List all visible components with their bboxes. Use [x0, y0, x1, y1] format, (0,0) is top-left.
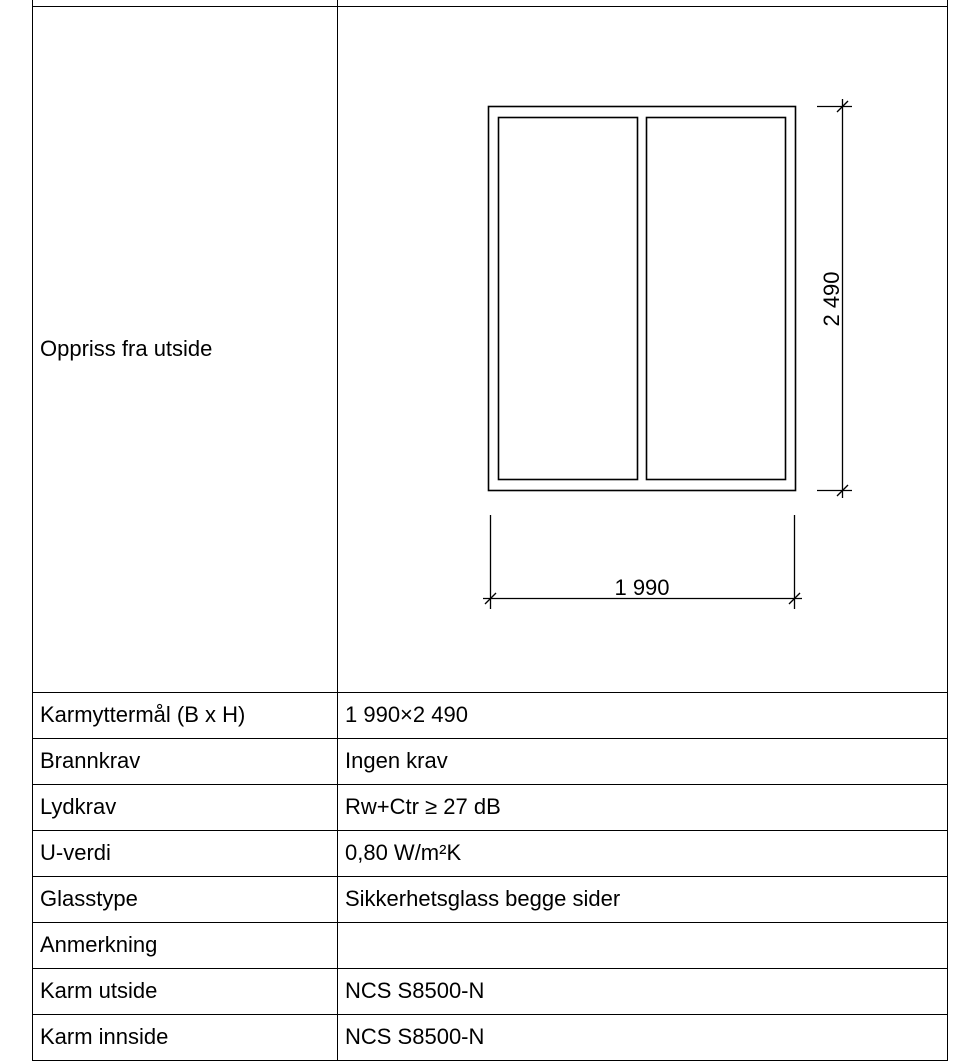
window-left-sash [499, 118, 638, 480]
row-label: Karm utside [33, 969, 338, 1015]
window-outer-frame [489, 107, 796, 491]
table-row [33, 739, 948, 785]
row-value: Rw+Ctr ≥ 27 dB [338, 785, 948, 831]
table-row [33, 785, 948, 831]
row-label: U-verdi [33, 831, 338, 877]
elevation-label: Oppriss fra utside [33, 7, 338, 693]
table-row [33, 831, 948, 877]
row-value: 1 990×2 490 [338, 693, 948, 739]
row-label: Karm innside [33, 1015, 338, 1061]
window-elevation-drawing [338, 7, 947, 692]
table-row [33, 969, 948, 1015]
row-label: Karmyttermål (B x H) [33, 693, 338, 739]
row-value: 0,80 W/m²K [338, 831, 948, 877]
table-row [33, 1015, 948, 1061]
row-label: Brannkrav [33, 739, 338, 785]
row-label: Lydkrav [33, 785, 338, 831]
row-value: NCS S8500-N [338, 1015, 948, 1061]
row-label: Glasstype [33, 877, 338, 923]
specification-table [32, 0, 948, 1061]
row-value: Sikkerhetsglass begge sider [338, 877, 948, 923]
elevation-drawing-cell [338, 7, 948, 693]
row-value: NCS S8500-N [338, 969, 948, 1015]
table-row [33, 877, 948, 923]
height-dimension-label: 2 490 [819, 271, 844, 327]
table-row [33, 693, 948, 739]
row-value [338, 923, 948, 969]
row-label: Anmerkning [33, 923, 338, 969]
table-row [33, 923, 948, 969]
window-right-sash [647, 118, 786, 480]
row-value: Ingen krav [338, 739, 948, 785]
table-row-elevation [33, 7, 948, 693]
width-dimension-label: 1 990 [614, 575, 670, 600]
